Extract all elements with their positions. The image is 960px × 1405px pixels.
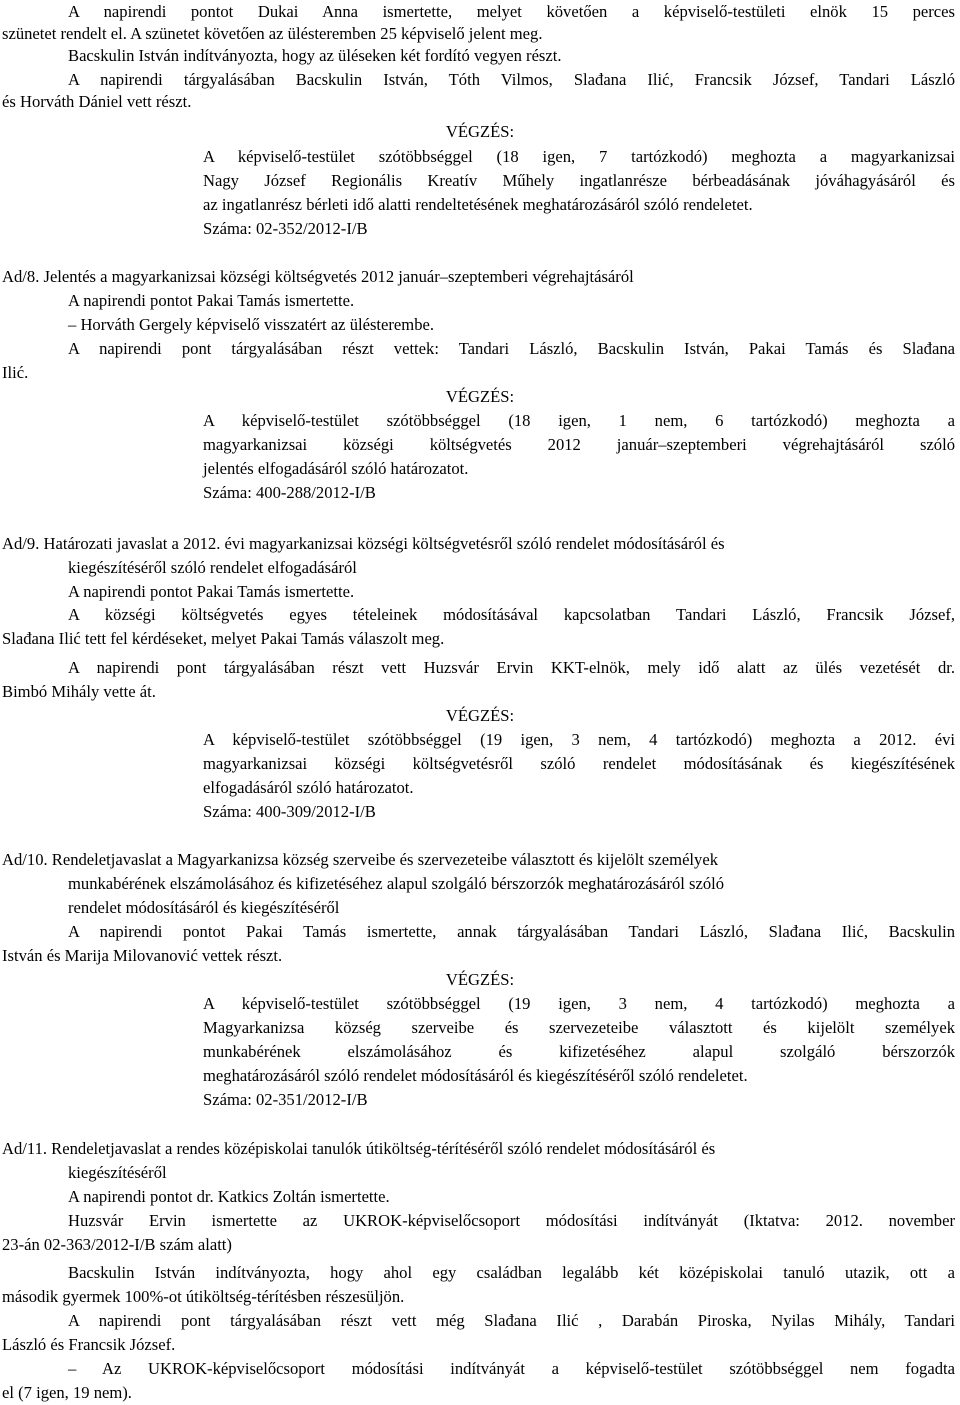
text-line: A napirendi tárgyalásában Bacskulin István, Tóth Vilmos, Slađana Ilić, Francsik József, Tandari László: [68, 70, 955, 89]
decision-number: Száma: 400-288/2012-I/B: [203, 483, 376, 502]
vegzes-heading: VÉGZÉS:: [445, 706, 515, 725]
text-line: A napirendi pontot Pakai Tamás ismertette, annak tárgyalásában Tandari László, Slađana Ilić, Bacskulin: [68, 922, 955, 941]
decision-line: elfogadásáról szóló határozatot.: [203, 778, 414, 797]
text-line: A napirendi pont tárgyalásában részt vettek: Tandari László, Bacskulin István, Pakai Tamás és Slađana: [68, 339, 955, 358]
decision-line: Magyarkanizsa község szerveibe és szervezeteibe választott és kijelölt személyek: [203, 1018, 955, 1037]
text-line: Slađana Ilić tett fel kérdéseket, melyet Pakai Tamás válaszolt meg.: [2, 629, 445, 648]
agenda-item-heading: kiegészítéséről szóló rendelet elfogadásáról: [68, 558, 357, 577]
text-line: – Az UKROK-képviselőcsoport módosítási indítványát a képviselő-testület szótöbbséggel nem fogadta: [68, 1359, 955, 1378]
text-line: Bacskulin István indítványozta, hogy az üléseken két fordító vegyen részt.: [68, 46, 562, 65]
text-line: Bimbó Mihály vette át.: [2, 682, 156, 701]
decision-line: jelentés elfogadásáról szóló határozatot.: [203, 459, 469, 478]
agenda-item-heading: Ad/11. Rendeletjavaslat a rendes középiskolai tanulók útiköltség-térítéséről szóló rendelet módosításáról és: [2, 1139, 716, 1158]
agenda-item-heading: munkabérének elszámolásához és kifizetéséhez alapul szolgáló bérszorzók meghatározásáról szóló: [68, 874, 725, 893]
text-line: szünetet rendelt el. A szünetet követően az ülésteremben 25 képviselő jelent meg.: [2, 24, 543, 43]
decision-line: munkabérének elszámolásához és kifizetéséhez alapul szolgáló bérszorzók: [203, 1042, 955, 1061]
vegzes-heading: VÉGZÉS:: [445, 970, 515, 989]
text-line: el (7 igen, 19 nem).: [2, 1383, 132, 1402]
decision-number: Száma: 02-352/2012-I/B: [203, 219, 368, 238]
text-line: László és Francsik József.: [2, 1335, 176, 1354]
decision-line: A képviselő-testület szótöbbséggel (19 igen, 3 nem, 4 tartózkodó) meghozta a: [203, 994, 955, 1013]
decision-line: az ingatlanrész bérleti idő alatti rendeltetésének meghatározásáról szóló rendeletet.: [203, 195, 753, 214]
text-line: – Horváth Gergely képviselő visszatért az ülésterembe.: [68, 315, 435, 334]
agenda-item-heading: Ad/10. Rendeletjavaslat a Magyarkanizsa község szerveibe és szervezeteibe választott és kijelölt személyek: [2, 850, 719, 869]
text-line: és Horváth Dániel vett részt.: [2, 92, 192, 111]
agenda-item-heading: Ad/8. Jelentés a magyarkanizsai községi költségvetés 2012 január–szeptemberi végrehajtásáról: [2, 267, 634, 286]
text-line: A napirendi pontot Pakai Tamás ismertette.: [68, 291, 355, 310]
text-line: Huzsvár Ervin ismertette az UKROK-képviselőcsoport módosítási indítványát (Iktatva: 2012. november: [68, 1211, 955, 1230]
text-line: A napirendi pont tárgyalásában részt vett még Slađana Ilić , Darabán Piroska, Nyilas Mihály, Tandari: [68, 1311, 955, 1330]
decision-line: meghatározásáról szóló rendelet módosításáról és kiegészítéséről szóló rendeletet.: [203, 1066, 748, 1085]
text-line: A napirendi pontot dr. Katkics Zoltán ismertette.: [68, 1187, 390, 1206]
decision-line: magyarkanizsai községi költségvetés 2012 január–szeptemberi végrehajtásáról szóló: [203, 435, 955, 454]
decision-line: Nagy József Regionális Kreatív Műhely ingatlanrésze bérbeadásának jóváhagyásáról és: [203, 171, 955, 190]
decision-number: Száma: 02-351/2012-I/B: [203, 1090, 368, 1109]
text-line: második gyermek 100%-ot útiköltség-térítésben részesüljön.: [2, 1287, 405, 1306]
text-line: A napirendi pontot Dukai Anna ismertette, melyet követően a képviselő-testületi elnök 15 perces: [68, 2, 955, 21]
decision-line: A képviselő-testület szótöbbséggel (19 igen, 3 nem, 4 tartózkodó) meghozta a 2012. évi: [203, 730, 955, 749]
text-line: Ilić.: [2, 363, 29, 382]
text-line: A napirendi pont tárgyalásában részt vett Huzsvár Ervin KKT-elnök, mely idő alatt az ülés vezetését dr.: [68, 658, 955, 677]
decision-number: Száma: 400-309/2012-I/B: [203, 802, 376, 821]
decision-line: magyarkanizsai községi költségvetésről szóló rendelet módosításának és kiegészítésének: [203, 754, 955, 773]
agenda-item-heading: kiegészítéséről: [68, 1163, 167, 1182]
text-line: István és Marija Milovanović vettek részt.: [2, 946, 283, 965]
text-line: A napirendi pontot Pakai Tamás ismertette.: [68, 582, 355, 601]
agenda-item-heading: Ad/9. Határozati javaslat a 2012. évi magyarkanizsai községi költségvetésről szóló rendelet módosításáról és: [2, 534, 725, 553]
decision-line: A képviselő-testület szótöbbséggel (18 igen, 7 tartózkodó) meghozta a magyarkanizsai: [203, 147, 955, 166]
text-line: Bacskulin István indítványozta, hogy ahol egy családban legalább két középiskolai tanuló utazik, ott a: [68, 1263, 955, 1282]
text-line: A községi költségvetés egyes tételeinek módosításával kapcsolatban Tandari László, Francsik József,: [68, 605, 955, 624]
decision-line: A képviselő-testület szótöbbséggel (18 igen, 1 nem, 6 tartózkodó) meghozta a: [203, 411, 955, 430]
vegzes-heading: VÉGZÉS:: [445, 122, 515, 141]
text-line: 23-án 02-363/2012-I/B szám alatt): [2, 1235, 232, 1254]
agenda-item-heading: rendelet módosításáról és kiegészítéséről: [68, 898, 340, 917]
vegzes-heading: VÉGZÉS:: [445, 387, 515, 406]
